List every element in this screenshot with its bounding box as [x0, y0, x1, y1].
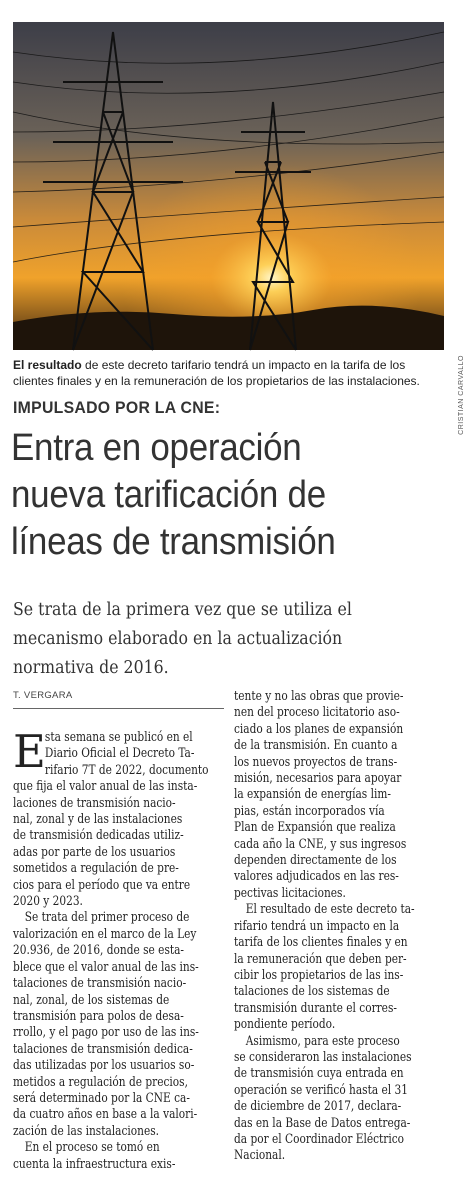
article-line: sta semana se publicó en el — [44, 729, 193, 744]
article-line: transmisión para polos de desa- — [13, 1007, 184, 1023]
byline: T. VERGARA — [13, 690, 73, 701]
article-line: rifario tendrá un impacto en la — [234, 917, 400, 933]
deck-subtitle — [13, 596, 400, 683]
byline-divider — [13, 708, 224, 709]
article-line: cios para el período que va entre — [13, 876, 191, 892]
deck-line: Se trata de la primera vez que se utiliza el — [13, 600, 352, 620]
article-line: sometidos a regulación de pre- — [13, 860, 179, 876]
article-line: Diario Oficial el Decreto Ta- — [44, 745, 195, 761]
article-line: nal, zonal y de las instalaciones — [13, 811, 183, 827]
article-line: dependen directamente de los — [234, 852, 397, 868]
article-line: adas por parte de los usuarios — [13, 843, 176, 859]
article-line: cibir los propietarios de las ins- — [234, 966, 404, 982]
hero-photo — [13, 22, 444, 350]
article-line: será determinado por la CNE ca- — [13, 1089, 190, 1105]
article-line: da cuatro años en base a la valori- — [13, 1106, 198, 1122]
article-line: zación de las instalaciones. — [13, 1122, 160, 1138]
article-line: rrollo, y el pago por uso de las ins- — [13, 1024, 199, 1040]
photo-credit: CRISTIAN CARVALLO — [458, 355, 465, 435]
article-line: Asimismo, para este proceso — [245, 1032, 400, 1048]
deck-line: normativa de 2016. — [13, 658, 169, 678]
article-line: valores adjudicados en las res- — [234, 868, 399, 884]
kicker: IMPULSADO POR LA CNE: — [13, 398, 221, 417]
photo-caption — [13, 357, 444, 389]
drop-cap: E — [13, 725, 46, 778]
article-line: Nacional. — [234, 1147, 286, 1163]
article-line: la expansión de energías lim- — [234, 786, 391, 802]
article-line: 2020 y 2023. — [13, 893, 83, 909]
caption-text: de este decreto tarifario tendrá un impacto en la tarifa de los clientes finales y en la remuneración de los propietarios de las instalaciones. — [13, 358, 420, 388]
article-line: cada año la CNE, y sus ingresos — [234, 835, 407, 851]
article-line: pondiente período. — [234, 1016, 336, 1032]
article-line: El resultado de este decreto ta- — [245, 901, 415, 917]
article-line: talaciones de transmisión dedica- — [13, 1040, 193, 1056]
article-line: misión, necesarios para apoyar — [234, 770, 402, 786]
article-line: Se trata del primer proceso de — [24, 909, 190, 925]
article-line: talaciones de transmisión nacio- — [13, 975, 187, 991]
article-line: los nuevos proyectos de trans- — [234, 753, 398, 769]
caption-lead: El resultado — [13, 358, 82, 372]
article-line: se consideraron las instalaciones — [234, 1048, 412, 1064]
article-line: tarifa de los clientes finales y en — [234, 934, 408, 950]
article-line: que fija el valor anual de las insta- — [13, 778, 198, 794]
article-line: 20.936, de 2016, donde se esta- — [13, 942, 185, 958]
article-line: talaciones de los sistemas de — [234, 983, 390, 999]
article-line: da por el Coordinador Eléctrico — [234, 1130, 405, 1146]
article-line: metidos a regulación de precios, — [13, 1073, 188, 1089]
article-line: laciones de transmisión nacio- — [13, 794, 176, 810]
article-line: das en la Base de Datos entrega- — [234, 1114, 411, 1130]
article-line: de transmisión dedicadas utiliz- — [13, 827, 184, 843]
article-line: En el proceso se tomó en — [24, 1139, 160, 1155]
article-line: Plan de Expansión que realiza — [234, 819, 396, 835]
article-line: rifario 7T de 2022, documento — [44, 761, 209, 777]
article-line: das utilizadas por los usuarios so- — [13, 1057, 195, 1073]
article-column-1 — [13, 725, 227, 1172]
article-line: nen del proceso licitatorio aso- — [234, 704, 400, 720]
article-line: valorización en el marco de la Ley — [13, 925, 197, 941]
article-line: cuenta la infraestructura exis- — [13, 1155, 176, 1171]
article-line: ciado a los planes de expansión — [234, 720, 404, 736]
article-line: tente y no las obras que provie- — [234, 688, 404, 703]
article-line: de diciembre de 2017, declara- — [234, 1098, 402, 1114]
transmission-towers-image — [13, 22, 444, 350]
headline-line: nueva tarificación de — [11, 474, 326, 516]
article-line: de transmisión cuya entrada en — [234, 1065, 404, 1081]
article-line: operación se verificó hasta el 31 — [234, 1081, 408, 1097]
article-line: nal, zonal, de los sistemas de — [13, 991, 170, 1007]
headline-line: líneas de transmisión — [11, 521, 336, 563]
deck-line: mecanismo elaborado en la actualización — [13, 629, 343, 649]
article-line: pectivas licitaciones. — [234, 884, 346, 900]
article-line: transmisión durante el corres- — [234, 999, 397, 1015]
article-line: la remuneración que deben per- — [234, 950, 407, 966]
article-line: de la transmisión. En cuanto a — [234, 737, 398, 753]
article-line: pias, están incorporados vía — [234, 802, 385, 818]
article-line: blece que el valor anual de las ins- — [13, 958, 199, 974]
headline-line: Entra en operación — [11, 427, 302, 469]
headline — [11, 425, 416, 566]
article-column-2 — [234, 688, 452, 1164]
